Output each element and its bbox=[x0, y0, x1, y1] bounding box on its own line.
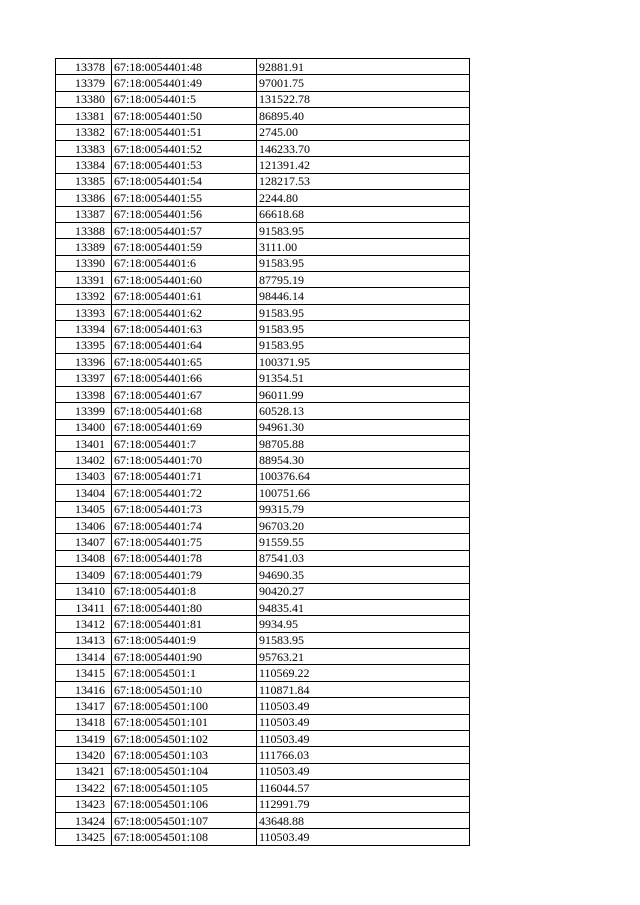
cadastral-number-cell: 67:18:0054501:1 bbox=[112, 665, 257, 681]
value-cell: 9934.95 bbox=[257, 616, 470, 632]
table-row bbox=[56, 534, 470, 550]
table-row bbox=[56, 435, 470, 451]
cadastral-value-table bbox=[55, 58, 470, 846]
row-number-cell: 13397 bbox=[56, 370, 112, 386]
value-cell: 66618.68 bbox=[257, 206, 470, 222]
value-cell: 91354.51 bbox=[257, 370, 470, 386]
cadastral-number-cell: 67:18:0054401:72 bbox=[112, 485, 257, 501]
table-row bbox=[56, 616, 470, 632]
cadastral-number-cell: 67:18:0054501:105 bbox=[112, 780, 257, 796]
value-cell: 88954.30 bbox=[257, 452, 470, 468]
value-cell: 99315.79 bbox=[257, 501, 470, 517]
cadastral-number-cell: 67:18:0054501:10 bbox=[112, 681, 257, 697]
cadastral-number-cell: 67:18:0054401:65 bbox=[112, 354, 257, 370]
cadastral-number-cell: 67:18:0054401:78 bbox=[112, 550, 257, 566]
table-row bbox=[56, 403, 470, 419]
row-number-cell: 13394 bbox=[56, 321, 112, 337]
cadastral-number-cell: 67:18:0054401:90 bbox=[112, 649, 257, 665]
cadastral-number-cell: 67:18:0054401:69 bbox=[112, 419, 257, 435]
row-number-cell: 13379 bbox=[56, 75, 112, 91]
cadastral-number-cell: 67:18:0054401:48 bbox=[112, 59, 257, 75]
cadastral-number-cell: 67:18:0054401:49 bbox=[112, 75, 257, 91]
value-cell: 3111.00 bbox=[257, 239, 470, 255]
row-number-cell: 13414 bbox=[56, 649, 112, 665]
table-row bbox=[56, 812, 470, 828]
row-number-cell: 13419 bbox=[56, 731, 112, 747]
table-row bbox=[56, 632, 470, 648]
table-row bbox=[56, 75, 470, 91]
cadastral-number-cell: 67:18:0054401:57 bbox=[112, 222, 257, 238]
table-row bbox=[56, 747, 470, 763]
table-row bbox=[56, 321, 470, 337]
cadastral-number-cell: 67:18:0054401:75 bbox=[112, 534, 257, 550]
cadastral-number-cell: 67:18:0054401:53 bbox=[112, 157, 257, 173]
table-row bbox=[56, 698, 470, 714]
table-row bbox=[56, 140, 470, 156]
table-row bbox=[56, 829, 470, 845]
cadastral-number-cell: 67:18:0054401:79 bbox=[112, 567, 257, 583]
table-row bbox=[56, 419, 470, 435]
table-row bbox=[56, 468, 470, 484]
value-cell: 91583.95 bbox=[257, 337, 470, 353]
value-cell: 98705.88 bbox=[257, 435, 470, 451]
cadastral-number-cell: 67:18:0054501:108 bbox=[112, 829, 257, 845]
value-cell: 95763.21 bbox=[257, 649, 470, 665]
row-number-cell: 13391 bbox=[56, 272, 112, 288]
row-number-cell: 13390 bbox=[56, 255, 112, 271]
table-row bbox=[56, 386, 470, 402]
value-cell: 60528.13 bbox=[257, 403, 470, 419]
row-number-cell: 13399 bbox=[56, 403, 112, 419]
row-number-cell: 13407 bbox=[56, 534, 112, 550]
cadastral-number-cell: 67:18:0054501:103 bbox=[112, 747, 257, 763]
value-cell: 96703.20 bbox=[257, 517, 470, 533]
cadastral-number-cell: 67:18:0054401:59 bbox=[112, 239, 257, 255]
cadastral-number-cell: 67:18:0054501:101 bbox=[112, 714, 257, 730]
table-row bbox=[56, 173, 470, 189]
cadastral-number-cell: 67:18:0054401:74 bbox=[112, 517, 257, 533]
row-number-cell: 13385 bbox=[56, 173, 112, 189]
table-row bbox=[56, 485, 470, 501]
row-number-cell: 13400 bbox=[56, 419, 112, 435]
table-row bbox=[56, 550, 470, 566]
row-number-cell: 13412 bbox=[56, 616, 112, 632]
value-cell: 2745.00 bbox=[257, 124, 470, 140]
row-number-cell: 13384 bbox=[56, 157, 112, 173]
table-row bbox=[56, 681, 470, 697]
cadastral-number-cell: 67:18:0054401:7 bbox=[112, 435, 257, 451]
row-number-cell: 13418 bbox=[56, 714, 112, 730]
cadastral-number-cell: 67:18:0054401:55 bbox=[112, 190, 257, 206]
table-row bbox=[56, 190, 470, 206]
cadastral-number-cell: 67:18:0054401:67 bbox=[112, 386, 257, 402]
cadastral-number-cell: 67:18:0054401:64 bbox=[112, 337, 257, 353]
table-row bbox=[56, 665, 470, 681]
cadastral-number-cell: 67:18:0054401:52 bbox=[112, 140, 257, 156]
row-number-cell: 13411 bbox=[56, 599, 112, 615]
cadastral-number-cell: 67:18:0054501:100 bbox=[112, 698, 257, 714]
value-cell: 131522.78 bbox=[257, 91, 470, 107]
row-number-cell: 13402 bbox=[56, 452, 112, 468]
table-row bbox=[56, 583, 470, 599]
row-number-cell: 13424 bbox=[56, 812, 112, 828]
cadastral-number-cell: 67:18:0054501:104 bbox=[112, 763, 257, 779]
value-cell: 111766.03 bbox=[257, 747, 470, 763]
row-number-cell: 13387 bbox=[56, 206, 112, 222]
value-cell: 110503.49 bbox=[257, 731, 470, 747]
cadastral-number-cell: 67:18:0054401:80 bbox=[112, 599, 257, 615]
value-cell: 90420.27 bbox=[257, 583, 470, 599]
table-row bbox=[56, 255, 470, 271]
cadastral-number-cell: 67:18:0054501:102 bbox=[112, 731, 257, 747]
value-cell: 2244.80 bbox=[257, 190, 470, 206]
row-number-cell: 13388 bbox=[56, 222, 112, 238]
value-cell: 110503.49 bbox=[257, 763, 470, 779]
cadastral-number-cell: 67:18:0054401:51 bbox=[112, 124, 257, 140]
cadastral-number-cell: 67:18:0054401:66 bbox=[112, 370, 257, 386]
table-row bbox=[56, 517, 470, 533]
table-row bbox=[56, 731, 470, 747]
cadastral-number-cell: 67:18:0054401:70 bbox=[112, 452, 257, 468]
cadastral-number-cell: 67:18:0054401:81 bbox=[112, 616, 257, 632]
row-number-cell: 13408 bbox=[56, 550, 112, 566]
row-number-cell: 13409 bbox=[56, 567, 112, 583]
row-number-cell: 13389 bbox=[56, 239, 112, 255]
value-cell: 96011.99 bbox=[257, 386, 470, 402]
value-cell: 87541.03 bbox=[257, 550, 470, 566]
value-cell: 128217.53 bbox=[257, 173, 470, 189]
cadastral-number-cell: 67:18:0054401:63 bbox=[112, 321, 257, 337]
table-row bbox=[56, 354, 470, 370]
row-number-cell: 13406 bbox=[56, 517, 112, 533]
table-row bbox=[56, 501, 470, 517]
cadastral-number-cell: 67:18:0054401:71 bbox=[112, 468, 257, 484]
cadastral-number-cell: 67:18:0054401:5 bbox=[112, 91, 257, 107]
row-number-cell: 13383 bbox=[56, 140, 112, 156]
table-row bbox=[56, 91, 470, 107]
table-row bbox=[56, 452, 470, 468]
table-row bbox=[56, 124, 470, 140]
row-number-cell: 13395 bbox=[56, 337, 112, 353]
cadastral-number-cell: 67:18:0054401:61 bbox=[112, 288, 257, 304]
value-cell: 94835.41 bbox=[257, 599, 470, 615]
value-cell: 94961.30 bbox=[257, 419, 470, 435]
row-number-cell: 13403 bbox=[56, 468, 112, 484]
table-row bbox=[56, 157, 470, 173]
value-cell: 112991.79 bbox=[257, 796, 470, 812]
row-number-cell: 13405 bbox=[56, 501, 112, 517]
cadastral-number-cell: 67:18:0054401:62 bbox=[112, 304, 257, 320]
row-number-cell: 13382 bbox=[56, 124, 112, 140]
row-number-cell: 13420 bbox=[56, 747, 112, 763]
table-row bbox=[56, 239, 470, 255]
value-cell: 91583.95 bbox=[257, 222, 470, 238]
table-row bbox=[56, 599, 470, 615]
value-cell: 110503.49 bbox=[257, 829, 470, 845]
row-number-cell: 13423 bbox=[56, 796, 112, 812]
row-number-cell: 13378 bbox=[56, 59, 112, 75]
table-row bbox=[56, 222, 470, 238]
row-number-cell: 13386 bbox=[56, 190, 112, 206]
row-number-cell: 13401 bbox=[56, 435, 112, 451]
value-cell: 110871.84 bbox=[257, 681, 470, 697]
value-cell: 92881.91 bbox=[257, 59, 470, 75]
cadastral-number-cell: 67:18:0054401:50 bbox=[112, 108, 257, 124]
table-row bbox=[56, 567, 470, 583]
value-cell: 86895.40 bbox=[257, 108, 470, 124]
value-cell: 97001.75 bbox=[257, 75, 470, 91]
table-row bbox=[56, 649, 470, 665]
table-row bbox=[56, 59, 470, 75]
row-number-cell: 13392 bbox=[56, 288, 112, 304]
table-row bbox=[56, 763, 470, 779]
table-row bbox=[56, 288, 470, 304]
cadastral-number-cell: 67:18:0054401:9 bbox=[112, 632, 257, 648]
value-cell: 100371.95 bbox=[257, 354, 470, 370]
cadastral-number-cell: 67:18:0054501:106 bbox=[112, 796, 257, 812]
table-row bbox=[56, 370, 470, 386]
value-cell: 146233.70 bbox=[257, 140, 470, 156]
cadastral-number-cell: 67:18:0054401:56 bbox=[112, 206, 257, 222]
value-cell: 110569.22 bbox=[257, 665, 470, 681]
table-row bbox=[56, 108, 470, 124]
value-cell: 100751.66 bbox=[257, 485, 470, 501]
row-number-cell: 13415 bbox=[56, 665, 112, 681]
cadastral-number-cell: 67:18:0054401:73 bbox=[112, 501, 257, 517]
value-cell: 116044.57 bbox=[257, 780, 470, 796]
value-cell: 91583.95 bbox=[257, 632, 470, 648]
table-row bbox=[56, 337, 470, 353]
cadastral-number-cell: 67:18:0054401:68 bbox=[112, 403, 257, 419]
row-number-cell: 13404 bbox=[56, 485, 112, 501]
table-row bbox=[56, 272, 470, 288]
row-number-cell: 13398 bbox=[56, 386, 112, 402]
value-cell: 110503.49 bbox=[257, 714, 470, 730]
row-number-cell: 13396 bbox=[56, 354, 112, 370]
value-cell: 91559.55 bbox=[257, 534, 470, 550]
row-number-cell: 13421 bbox=[56, 763, 112, 779]
row-number-cell: 13422 bbox=[56, 780, 112, 796]
table-row bbox=[56, 780, 470, 796]
table-row bbox=[56, 796, 470, 812]
row-number-cell: 13410 bbox=[56, 583, 112, 599]
cadastral-number-cell: 67:18:0054401:6 bbox=[112, 255, 257, 271]
table-body bbox=[56, 59, 470, 846]
value-cell: 43648.88 bbox=[257, 812, 470, 828]
value-cell: 100376.64 bbox=[257, 468, 470, 484]
value-cell: 121391.42 bbox=[257, 157, 470, 173]
row-number-cell: 13425 bbox=[56, 829, 112, 845]
value-cell: 94690.35 bbox=[257, 567, 470, 583]
table-row bbox=[56, 206, 470, 222]
row-number-cell: 13413 bbox=[56, 632, 112, 648]
cadastral-number-cell: 67:18:0054501:107 bbox=[112, 812, 257, 828]
row-number-cell: 13381 bbox=[56, 108, 112, 124]
value-cell: 91583.95 bbox=[257, 321, 470, 337]
value-cell: 110503.49 bbox=[257, 698, 470, 714]
row-number-cell: 13417 bbox=[56, 698, 112, 714]
table-row bbox=[56, 304, 470, 320]
value-cell: 91583.95 bbox=[257, 304, 470, 320]
cadastral-number-cell: 67:18:0054401:54 bbox=[112, 173, 257, 189]
row-number-cell: 13380 bbox=[56, 91, 112, 107]
value-cell: 91583.95 bbox=[257, 255, 470, 271]
table-row bbox=[56, 714, 470, 730]
value-cell: 87795.19 bbox=[257, 272, 470, 288]
cadastral-number-cell: 67:18:0054401:60 bbox=[112, 272, 257, 288]
value-cell: 98446.14 bbox=[257, 288, 470, 304]
row-number-cell: 13416 bbox=[56, 681, 112, 697]
row-number-cell: 13393 bbox=[56, 304, 112, 320]
cadastral-number-cell: 67:18:0054401:8 bbox=[112, 583, 257, 599]
